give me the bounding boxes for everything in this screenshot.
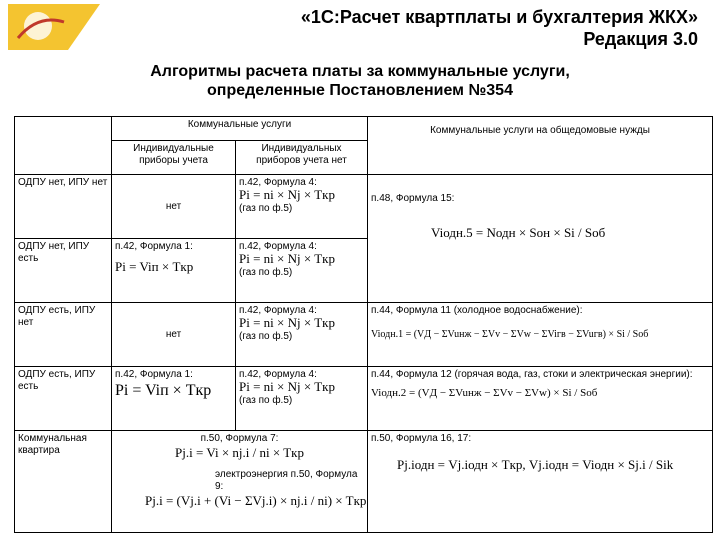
page-header — [301, 6, 698, 50]
formula-7: Pj.i = Vi × nj.i / ni × Tкр — [175, 445, 304, 460]
ind-yes-text: п.42, Формула 1: — [115, 241, 193, 252]
ind-no-text: п.42, Формула 4: — [239, 369, 317, 380]
table-row — [15, 303, 713, 367]
table-row — [15, 175, 713, 239]
common-text: п.50, Формула 16, 17: — [371, 433, 472, 444]
common-cell — [368, 367, 713, 431]
row-label: ОДПУ нет, ИПУ есть — [15, 239, 112, 303]
formula-4: Pi = ni × Nj × Tкр — [239, 315, 335, 330]
algorithms-table — [14, 116, 713, 533]
formula-16-17: Pj.iодн = Vj.iодн × Tкр, Vj.iодн = Viодн × Sj.i / Sik — [397, 457, 674, 472]
ind-no-cell — [236, 175, 368, 239]
ind-no-cell — [236, 303, 368, 367]
formula-9: Pj.i = (Vj.i + (Vi − ΣVj.i) × nj.i / ni) × Tкр — [145, 493, 367, 508]
ind-yes-cell: нет — [112, 303, 236, 367]
merged-cell — [112, 431, 368, 533]
common-text: п.44, Формула 12 (горячая вода, газ, стоки и электрическая энергии): — [371, 369, 693, 380]
ind-no-text: п.42, Формула 4: — [239, 241, 317, 252]
table-row — [15, 431, 713, 533]
formula-4: Pi = ni × Nj × Tкр — [239, 379, 335, 394]
header-title-line1: «1С:Расчет квартплаты и бухгалтерия ЖКХ» — [300, 7, 698, 27]
formula-4: Pi = ni × Nj × Tкр — [239, 251, 335, 266]
merged-text: п.50, Формула 7: — [200, 433, 279, 444]
row-label: ОДПУ есть, ИПУ есть — [15, 367, 112, 431]
row-label: ОДПУ нет, ИПУ нет — [15, 175, 112, 239]
ind-no-cell — [236, 367, 368, 431]
formula-12: Viодн.2 = (VД − ΣVuнж − ΣVv − ΣVw) × Si / Sоб — [371, 387, 598, 399]
formula-11: Viодн.1 = (VД − ΣVuнж − ΣVv − ΣVw − ΣViгв − ΣVuгв) × Si / Sоб — [371, 329, 649, 340]
common-text: п.48, Формула 15: — [371, 193, 455, 204]
gas-note: (газ по ф.5) — [239, 395, 293, 406]
row-label: ОДПУ есть, ИПУ нет — [15, 303, 112, 367]
gas-note: (газ по ф.5) — [239, 203, 293, 214]
subtitle-line2: определенные Постановлением №354 — [207, 82, 513, 99]
formula-15: Viодн.5 = Nодн × Sон × Si / Sоб — [431, 225, 606, 240]
col-ind-yes-header: Индивидуальные приборы учета — [112, 141, 236, 175]
common-text: п.44, Формула 11 (холодное водоснабжение): — [371, 305, 583, 316]
corner-cell — [15, 117, 112, 175]
common-cell — [368, 431, 713, 533]
subtitle-line1: Алгоритмы расчета платы за коммунальные услуги, — [150, 63, 570, 80]
gas-note: (газ по ф.5) — [239, 267, 293, 278]
ind-no-text: п.42, Формула 4: — [239, 305, 317, 316]
formula-4: Pi = ni × Nj × Tкр — [239, 187, 335, 202]
ind-yes-text: п.42, Формула 1: — [115, 369, 193, 380]
row-label: Коммунальная квартира — [15, 431, 112, 533]
company-logo-icon — [8, 4, 100, 50]
ind-yes-cell: нет — [112, 175, 236, 239]
ind-yes-cell — [112, 239, 236, 303]
header-title-line2: Редакция 3.0 — [583, 29, 698, 49]
formula-1: Pi = Viп × Tкр — [115, 382, 212, 399]
ind-no-cell — [236, 239, 368, 303]
ind-no-text: п.42, Формула 4: — [239, 177, 317, 188]
gas-note: (газ по ф.5) — [239, 331, 293, 342]
common-cell — [368, 175, 713, 303]
table-row — [15, 367, 713, 431]
col-ind-no-header: Индивидуальных приборов учета нет — [236, 141, 368, 175]
col-group-header: Коммунальные услуги — [112, 117, 368, 141]
col-common-header: Коммунальные услуги на общедомовые нужды — [368, 117, 713, 175]
common-cell — [368, 303, 713, 367]
electro-text: электроэнергия п.50, Формула 9: — [215, 469, 358, 492]
page-subtitle — [0, 62, 720, 100]
ind-yes-cell — [112, 367, 236, 431]
formula-1: Pi = Viп × Tкр — [115, 259, 194, 274]
